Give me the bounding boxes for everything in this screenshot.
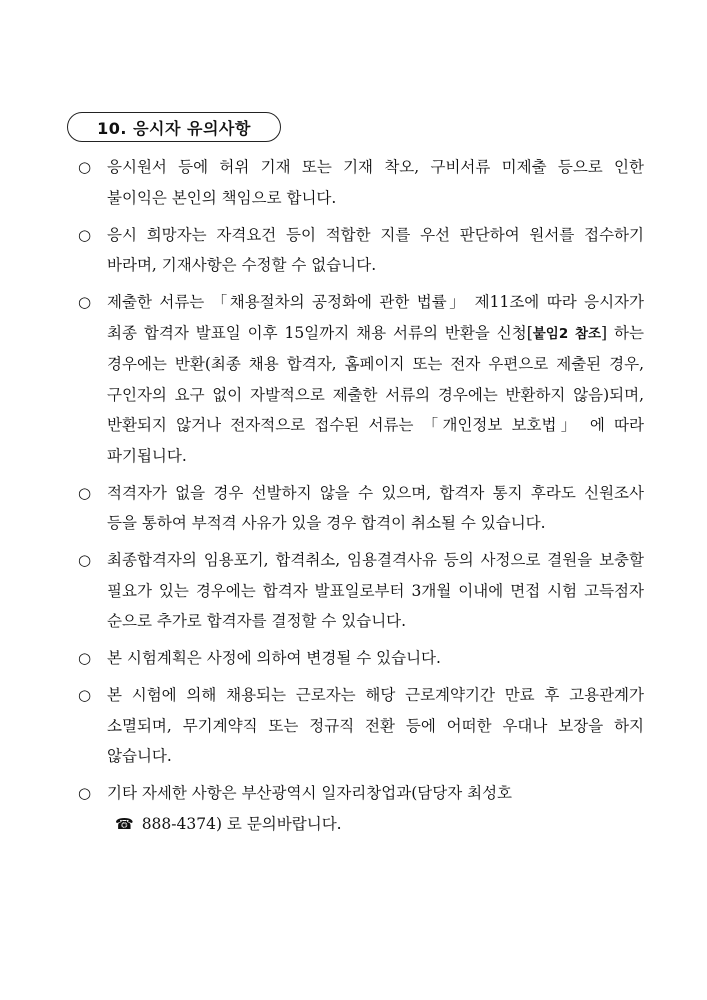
- bullet-circle-icon: ○: [78, 225, 92, 244]
- notice-item-6: [74, 643, 644, 674]
- notice-item-1: [74, 152, 644, 213]
- notice-text: 기타 자세한 사항은 부산광역시 일자리창업과(담당자 최성호: [107, 784, 513, 802]
- phone-icon: ☎: [115, 814, 134, 833]
- bullet-circle-icon: ○: [78, 551, 92, 569]
- section-title: 10. 응시자 유의사항: [67, 112, 281, 142]
- notice-text-before-reference: 제출한 서류는 「채용절차의 공정화에 관한 법률」 제11조에 따라 응시자가 최종 합격자 발표일 이후 15일까지 채용 서류의 반환을 신청[: [107, 293, 644, 342]
- bullet-circle-icon: ○: [78, 483, 92, 502]
- notice-item-5: [74, 545, 644, 637]
- bullet-circle-icon: ○: [78, 293, 92, 311]
- bullet-circle-icon: ○: [78, 649, 92, 667]
- notice-text: 적격자가 없을 경우 선발하지 않을 수 있으며, 합격자 통지 후라도 신원조사 등을 통하여 부적격 사유가 있을 경우 합격이 취소될 수 있습니다.: [107, 483, 644, 532]
- attachment-reference: 붙임2 참조: [532, 325, 602, 342]
- notice-text: 응시 희망자는 자격요건 등이 적합한 지를 우선 판단하여 원서를 접수하기 바라며, 기재사항은 수정할 수 없습니다.: [107, 225, 644, 274]
- notice-item-3: [74, 287, 644, 471]
- notice-item-2: [74, 220, 644, 281]
- notice-text: 최종합격자의 임용포기, 합격취소, 임용결격사유 등의 사정으로 결원을 보충할 필요가 있는 경우에는 합격자 발표일로부터 3개월 이내에 면접 시험 고득점자 순으로 추가로 합격자를 결정할 수 있습니다.: [107, 551, 644, 630]
- contact-phone-text: 888-4374) 로 문의바랍니다.: [141, 814, 342, 833]
- notice-text: 본 시험계획은 사정에 의하여 변경될 수 있습니다.: [107, 649, 441, 667]
- notice-text: 응시원서 등에 허위 기재 또는 기재 착오, 구비서류 미제출 등으로 인한 불이익은 본인의 책임으로 합니다.: [107, 158, 644, 207]
- notice-item-4: [74, 478, 644, 539]
- bullet-circle-icon: ○: [78, 686, 92, 704]
- notice-text: 본 시험에 의해 채용되는 근로자는 해당 근로계약기간 만료 후 고용관계가 소멸되며, 무기계약직 또는 정규직 전환 등에 어떠한 우대나 보장을 하지 않습니다.: [107, 686, 644, 765]
- contact-phone-line: [107, 809, 644, 840]
- bullet-circle-icon: ○: [78, 158, 92, 176]
- notice-text-after-reference: ] 하는 경우에는 반환(최종 채용 합격자, 홈페이지 또는 전자 우편으로 제출된 경우, 구인자의 요구 없이 자발적으로 제출한 서류의 경우에는 반환하지 않음)되며, 반환되지 않거나 전자적으로 접수된 서류는 「개인정보 보호법」 에 따라 파기됩니다.: [107, 323, 644, 465]
- notice-item-7: [74, 680, 644, 772]
- notice-item-8: [74, 778, 644, 839]
- bullet-circle-icon: ○: [78, 784, 92, 802]
- notice-list: [74, 152, 644, 846]
